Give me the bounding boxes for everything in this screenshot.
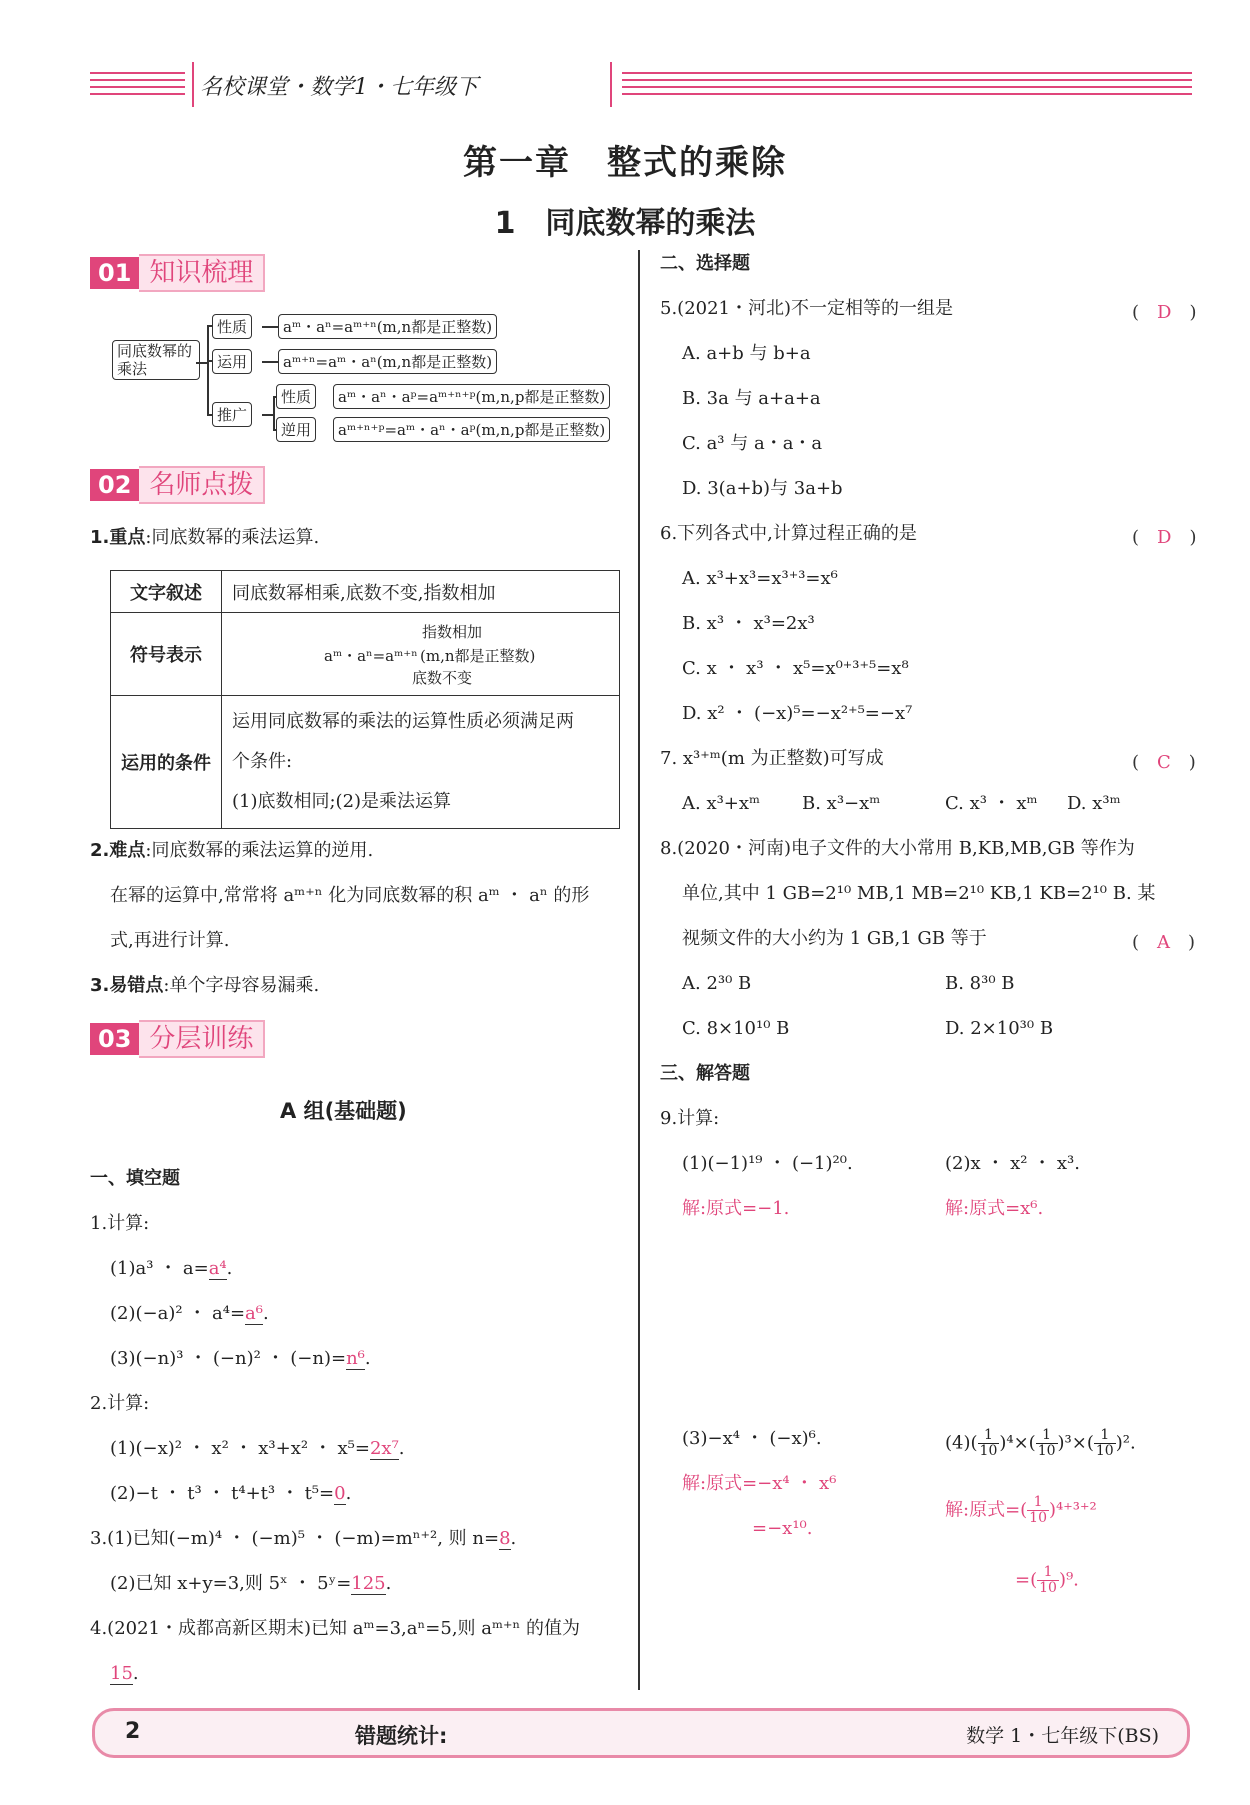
q1-3: (3)(−n)³ ・ (−n)² ・ (−n)=n⁶. — [110, 1348, 371, 1369]
mindmap-formula-1: aᵐ・aⁿ=aᵐ⁺ⁿ(m,n都是正整数) — [278, 314, 497, 339]
mindmap-formula-2: aᵐ⁺ⁿ=aᵐ・aⁿ(m,n都是正整数) — [278, 349, 497, 374]
q6-option-a: A. x³+x³=x³⁺³=x⁶ — [682, 568, 838, 589]
header-divider-left — [192, 62, 194, 107]
q8-line3: 视频文件的大小约为 1 GB,1 GB 等于 — [682, 928, 987, 949]
q9-part3-solution-2: =−x¹⁰. — [752, 1518, 813, 1539]
section-number: 02 — [90, 469, 139, 501]
q8-option-a: A. 2³⁰ B — [682, 973, 752, 994]
header-divider-right — [610, 62, 612, 107]
chapter-title: 第一章 整式的乘除 — [463, 143, 787, 183]
mindmap-sub-inverse: 逆用 — [276, 417, 316, 442]
table-header: 运用的条件 — [111, 696, 222, 829]
q5-stem: 5.(2021・河北)不一定相等的一组是 — [660, 298, 954, 319]
mindmap-connector — [207, 325, 209, 415]
key-point-2-line2: 在幂的运算中,常常将 aᵐ⁺ⁿ 化为同底数幂的积 aᵐ ・ aⁿ 的形 — [110, 885, 590, 906]
section-tips — [90, 466, 265, 504]
mindmap-connector — [262, 326, 278, 328]
key-point-table — [110, 570, 620, 829]
page-number: 2 — [125, 1719, 141, 1744]
q4-stem: 4.(2021・成都高新区期末)已知 aᵐ=3,aⁿ=5,则 aᵐ⁺ⁿ 的值为 — [90, 1618, 581, 1639]
q6-option-d: D. x² ・ (−x)⁵=−x²⁺⁵=−x⁷ — [682, 703, 913, 724]
q7-option-d: D. x³ᵐ — [1067, 793, 1121, 814]
header-title: 名校课堂・数学1・七年级下 — [200, 75, 478, 100]
table-header: 文字叙述 — [111, 571, 222, 613]
q5-option-d: D. 3(a+b)与 3a+b — [682, 478, 843, 499]
fraction: $\frac{1}{10}$ — [1029, 1494, 1047, 1526]
section-label: 分层训练 — [139, 1020, 265, 1058]
q2-1: (1)(−x)² ・ x² ・ x³+x² ・ x⁵=2x⁷. — [110, 1438, 405, 1459]
q2-2: (2)−t ・ t³ ・ t⁴+t³ ・ t⁵=0. — [110, 1483, 352, 1504]
q9-part4-solution-2: =( $\frac{1}{10}$ )⁹. — [1015, 1564, 1079, 1596]
q3-1: 3.(1)已知(−m)⁴ ・ (−m)⁵ ・ (−m)=mⁿ⁺², 则 n=8. — [90, 1528, 517, 1549]
q6-answer: ( D ) — [1132, 527, 1197, 548]
key-point-1: 1.重点:同底数幂的乘法运算. — [90, 527, 320, 548]
key-point-2: 2.难点:同底数幂的乘法运算的逆用. — [90, 840, 374, 861]
table-header: 符号表示 — [111, 613, 222, 696]
q5-option-c: C. a³ 与 a・a・a — [682, 433, 823, 454]
mindmap-connector — [262, 361, 278, 363]
header-lines-right — [622, 72, 1192, 102]
section-practice — [90, 1020, 265, 1058]
q1-1: (1)a³ ・ a=a⁴. — [110, 1258, 233, 1279]
fraction: $\frac{1}{10}$ — [1037, 1427, 1056, 1459]
section-label: 名师点拨 — [139, 466, 265, 504]
section-number: 03 — [90, 1023, 139, 1055]
header-lines-left — [90, 72, 185, 102]
q7-option-b: B. x³−xᵐ — [802, 793, 881, 814]
q1-2: (2)(−a)² ・ a⁴=a⁶. — [110, 1303, 269, 1324]
q7-answer: ( C ) — [1132, 752, 1196, 773]
table-cell: 运用同底数幂的乘法的运算性质必须满足两 个条件: (1)底数相同;(2)是乘法运算 — [222, 696, 620, 829]
table-cell: 同底数幂相乘,底数不变,指数相加 — [222, 571, 620, 613]
q8-option-b: B. 8³⁰ B — [945, 973, 1015, 994]
fill-heading: 一、填空题 — [90, 1168, 180, 1189]
q8-line1: 8.(2020・河南)电子文件的大小常用 B,KB,MB,GB 等作为 — [660, 838, 1135, 859]
q9-part1-solution: 解:原式=−1. — [682, 1198, 790, 1219]
table-cell-formula: 指数相加 aᵐ・aⁿ=aᵐ⁺ⁿ (m,n都是正整数) 底数不变 — [222, 613, 620, 696]
mindmap-connector — [273, 396, 275, 430]
choice-heading: 二、选择题 — [660, 253, 750, 274]
column-divider — [638, 250, 640, 1690]
q8-line2: 单位,其中 1 GB=2¹⁰ MB,1 MB=2¹⁰ KB,1 KB=2¹⁰ B. 某 — [682, 883, 1156, 904]
section-knowledge — [90, 254, 265, 292]
q8-option-c: C. 8×10¹⁰ B — [682, 1018, 790, 1039]
mindmap-formula-3: aᵐ・aⁿ・aᵖ=aᵐ⁺ⁿ⁺ᵖ(m,n,p都是正整数) — [333, 384, 610, 409]
solve-heading: 三、解答题 — [660, 1063, 750, 1084]
key-point-2-line3: 式,再进行计算. — [110, 930, 230, 951]
q9-part3-solution-1: 解:原式=−x⁴ ・ x⁶ — [682, 1473, 837, 1494]
q2-stem: 2.计算: — [90, 1393, 150, 1414]
mindmap-branch-extend: 推广 — [212, 402, 252, 427]
q7-option-c: C. x³ ・ xᵐ — [945, 793, 1038, 814]
q9-part1: (1)(−1)¹⁹ ・ (−1)²⁰. — [682, 1153, 853, 1174]
q9-part4-solution-1: 解:原式=( $\frac{1}{10}$ )⁴⁺³⁺² — [945, 1494, 1097, 1526]
q7-option-a: A. x³+xᵐ — [682, 793, 761, 814]
q5-answer: ( D ) — [1132, 302, 1197, 323]
q6-stem: 6.下列各式中,计算过程正确的是 — [660, 523, 917, 544]
q9-part2: (2)x ・ x² ・ x³. — [945, 1153, 1080, 1174]
q5-option-a: A. a+b 与 b+a — [682, 343, 811, 364]
q7-stem: 7. x³⁺ᵐ(m 为正整数)可写成 — [660, 748, 884, 769]
footer-bar — [92, 1708, 1190, 1758]
q6-option-c: C. x ・ x³ ・ x⁵=x⁰⁺³⁺⁵=x⁸ — [682, 658, 909, 679]
q6-option-b: B. x³ ・ x³=2x³ — [682, 613, 815, 634]
mindmap-branch-property: 性质 — [212, 314, 252, 339]
fraction: $\frac{1}{10}$ — [1039, 1564, 1057, 1596]
group-a-title: A 组(基础题) — [280, 1099, 407, 1123]
fraction: $\frac{1}{10}$ — [979, 1427, 998, 1459]
q8-answer: ( A ) — [1132, 932, 1196, 953]
mindmap-sub-property: 性质 — [276, 384, 316, 409]
q3-2: (2)已知 x+y=3,则 5ˣ ・ 5ʸ=125. — [110, 1573, 392, 1594]
q9-part3: (3)−x⁴ ・ (−x)⁶. — [682, 1428, 822, 1449]
mindmap-formula-4: aᵐ⁺ⁿ⁺ᵖ=aᵐ・aⁿ・aᵖ(m,n,p都是正整数) — [333, 417, 610, 442]
section-number: 01 — [90, 257, 139, 289]
q8-option-d: D. 2×10³⁰ B — [945, 1018, 1054, 1039]
lesson-title: 1 同底数幂的乘法 — [494, 206, 756, 241]
mindmap-branch-use: 运用 — [212, 349, 252, 374]
q1-stem: 1.计算: — [90, 1213, 150, 1234]
footer-book-info: 数学 1・七年级下(BS) — [966, 1725, 1159, 1747]
error-stats-label: 错题统计: — [355, 1724, 448, 1748]
key-point-3: 3.易错点:单个字母容易漏乘. — [90, 975, 320, 996]
fraction: $\frac{1}{10}$ — [1095, 1427, 1114, 1459]
q5-option-b: B. 3a 与 a+a+a — [682, 388, 821, 409]
q9-part4: (4)( $\frac{1}{10}$ )⁴×( $\frac{1}{10}$ )³×( $\frac{1}{10}$ )². — [945, 1427, 1136, 1459]
q9-part2-solution: 解:原式=x⁶. — [945, 1198, 1044, 1219]
q4-answer: 15. — [110, 1663, 139, 1684]
section-label: 知识梳理 — [139, 254, 265, 292]
mindmap-root: 同底数幂的乘法 — [112, 340, 200, 380]
q9-stem: 9.计算: — [660, 1108, 720, 1129]
